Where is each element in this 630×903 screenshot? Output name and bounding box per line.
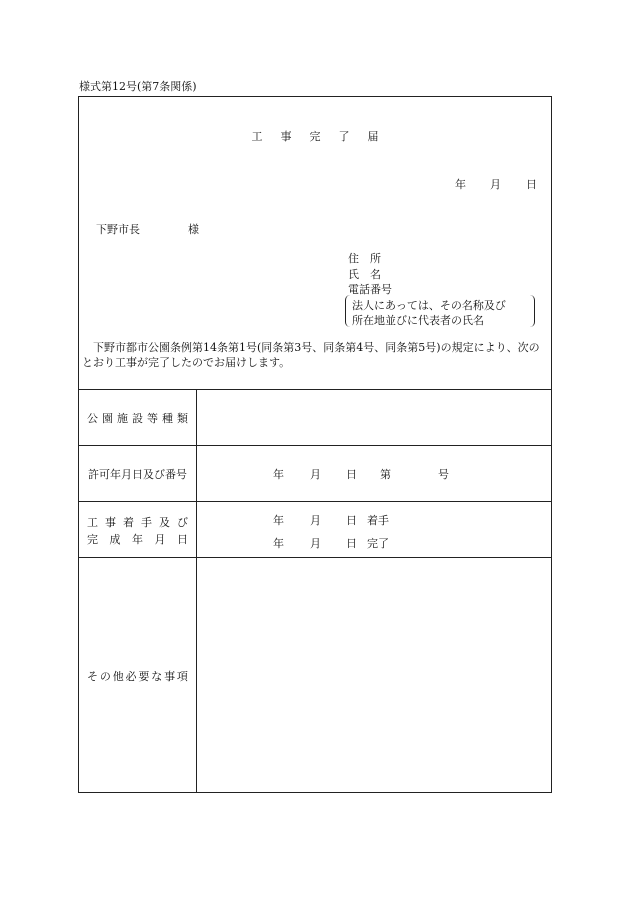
- other-items-label: [79, 668, 196, 684]
- label-char: 完: [87, 533, 98, 546]
- label-char: 日: [177, 533, 188, 546]
- label-char: 事: [105, 516, 116, 529]
- date-day: 日: [526, 178, 537, 191]
- label-char: 項: [176, 670, 188, 683]
- corporate-note-line1: 法人にあっては、その名称及び: [352, 299, 506, 312]
- form-frame: [78, 96, 552, 793]
- start-year: 年: [273, 514, 284, 527]
- facility-type-label: [79, 410, 196, 426]
- start-status: 着手: [367, 514, 389, 527]
- start-day: 日: [346, 514, 357, 527]
- form-title: [79, 128, 551, 144]
- label-char: 設: [132, 412, 143, 425]
- label-char: 成: [109, 533, 121, 546]
- title-char: 届: [367, 130, 379, 143]
- row-divider: [79, 557, 551, 558]
- label-char: 及: [159, 516, 170, 529]
- permit-no: 第: [380, 468, 391, 481]
- column-divider: [196, 389, 197, 792]
- address-label: 住 所: [348, 252, 381, 265]
- addressee-honorific: 様: [188, 223, 199, 236]
- label-char: 類: [177, 412, 188, 425]
- name-label: 氏 名: [348, 268, 381, 281]
- label-char: 月: [154, 533, 166, 546]
- label-char: び: [177, 516, 188, 529]
- permit-label: 許可年月日及び番号: [88, 468, 187, 481]
- label-char: 着: [123, 516, 134, 529]
- phone-label: 電話番号: [348, 283, 392, 296]
- date-year: 年: [455, 178, 466, 191]
- label-char: 他: [112, 670, 124, 683]
- row-divider: [79, 389, 551, 390]
- label-char: 等: [147, 412, 158, 425]
- label-char: 必: [125, 670, 137, 683]
- corporate-note-line2: 所在地並びに代表者の氏名: [352, 314, 484, 327]
- label-char: 種: [162, 412, 173, 425]
- permit-day: 日: [346, 468, 357, 481]
- schedule-label-line2: [79, 531, 196, 547]
- label-char: 要: [138, 670, 150, 683]
- label-char: 手: [141, 516, 152, 529]
- end-year: 年: [273, 537, 284, 550]
- label-char: そ: [87, 670, 98, 683]
- label-char: 公: [87, 412, 98, 425]
- label-char: 事: [164, 670, 176, 683]
- label-char: 園: [102, 412, 113, 425]
- row-divider: [79, 445, 551, 446]
- date-month: 月: [490, 178, 501, 191]
- schedule-label-line1: [79, 514, 196, 530]
- start-month: 月: [310, 514, 321, 527]
- permit-year: 年: [273, 468, 284, 481]
- row-divider: [79, 501, 551, 502]
- label-char: の: [99, 670, 111, 683]
- end-month: 月: [310, 537, 321, 550]
- title-char: 了: [338, 130, 350, 143]
- title-char: 事: [280, 130, 292, 143]
- addressee-name: 下野市長: [96, 223, 140, 236]
- label-char: 年: [132, 533, 143, 546]
- end-day: 日: [346, 537, 357, 550]
- permit-month: 月: [310, 468, 321, 481]
- declaration-text: 下野市都市公園条例第14条第1号(同条第3号、同条第4号、同条第5号)の規定により、次のとおり工事が完了したのでお届けします。: [82, 341, 540, 369]
- permit-number-suffix: 号: [438, 468, 449, 481]
- end-status: 完了: [367, 537, 389, 550]
- label-char: な: [151, 670, 163, 683]
- title-char: 完: [309, 130, 321, 143]
- label-char: 施: [117, 412, 128, 425]
- label-char: 工: [87, 516, 98, 529]
- form-number-label: 様式第12号(第7条関係): [79, 80, 197, 93]
- title-char: 工: [251, 130, 263, 143]
